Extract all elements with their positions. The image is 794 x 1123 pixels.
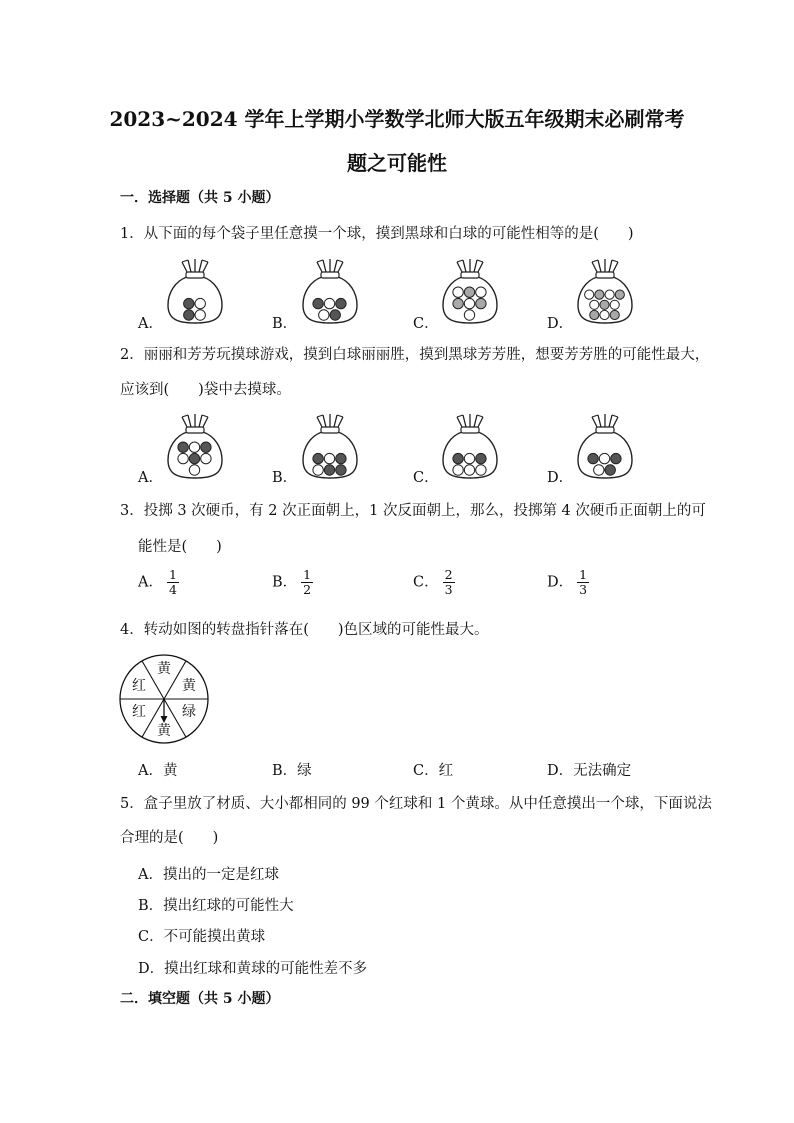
ball bbox=[189, 465, 199, 475]
fraction: $\frac{1}{2}$ bbox=[303, 567, 312, 597]
ball-bag-icon bbox=[165, 259, 225, 327]
ball bbox=[610, 300, 619, 309]
ball bbox=[594, 465, 604, 475]
ball bbox=[324, 453, 334, 463]
ball bbox=[195, 310, 205, 320]
spinner-sector-upper-left: 红 bbox=[132, 678, 146, 694]
fraction: $\frac{2}{3}$ bbox=[444, 567, 453, 597]
spinner-sector-bottom: 黄 bbox=[157, 723, 171, 739]
ball bbox=[464, 310, 474, 320]
q2-option-c[interactable]: C． bbox=[413, 470, 439, 486]
ball bbox=[585, 290, 594, 299]
question-4-option-d[interactable]: D．无法确定 bbox=[547, 763, 632, 779]
ball bbox=[313, 298, 323, 308]
q1-option-b[interactable]: B． bbox=[272, 316, 298, 332]
ball bbox=[178, 442, 188, 452]
question-2-line1: 2．丽丽和芳芳玩摸球游戏，摸到白球丽丽胜，摸到黑球芳芳胜，想要芳芳胜的可能性最大， bbox=[120, 347, 710, 363]
question-5-option-d[interactable]: D．摸出红球和黄球的可能性差不多 bbox=[138, 961, 368, 977]
question-5-option-b[interactable]: B．摸出红球的可能性大 bbox=[138, 898, 294, 914]
spinner-sector-upper-right: 黄 bbox=[182, 678, 196, 694]
question-3-option-a[interactable]: A． $\frac{1}{4}$ bbox=[138, 567, 177, 597]
ball bbox=[336, 453, 346, 463]
ball bbox=[464, 465, 474, 475]
ball-bag-icon bbox=[440, 259, 500, 327]
question-3-line1: 3．投掷 3 次硬币，有 2 次正面朝上，1 次反面朝上，那么，投掷第 4 次硬币正面朝上的可 bbox=[120, 503, 706, 519]
ball bbox=[476, 287, 486, 297]
ball bbox=[201, 442, 211, 452]
ball bbox=[336, 465, 346, 475]
section-fill-heading: 二．填空题（共 5 小题） bbox=[120, 991, 280, 1007]
ball bbox=[336, 298, 346, 308]
ball-bag-icon bbox=[575, 414, 635, 482]
ball-bag-icon bbox=[575, 259, 635, 327]
question-3-option-c[interactable]: C． $\frac{2}{3}$ bbox=[413, 567, 453, 597]
spinner-sector-top: 黄 bbox=[157, 661, 171, 677]
ball bbox=[189, 442, 199, 452]
section-choice-heading: 一．选择题（共 5 小题） bbox=[120, 190, 280, 206]
ball bbox=[464, 298, 474, 308]
ball bbox=[453, 298, 463, 308]
question-3-option-d[interactable]: D． $\frac{1}{3}$ bbox=[547, 567, 588, 597]
question-5-option-c[interactable]: C．不可能摸出黄球 bbox=[138, 929, 266, 945]
page-title-line1: 2023~2024 学年上学期小学数学北师大版五年级期末必刷常考 bbox=[109, 107, 685, 131]
ball-bag-icon bbox=[300, 414, 360, 482]
ball bbox=[590, 310, 599, 319]
ball bbox=[611, 453, 621, 463]
q2-option-b[interactable]: B． bbox=[272, 470, 298, 486]
spinner-wheel bbox=[118, 653, 210, 745]
ball bbox=[588, 453, 598, 463]
ball bbox=[453, 465, 463, 475]
ball bbox=[330, 310, 340, 320]
ball bbox=[201, 453, 211, 463]
ball bbox=[464, 453, 474, 463]
spinner-sector-lower-right: 绿 bbox=[182, 704, 196, 720]
question-4-option-b[interactable]: B．绿 bbox=[272, 763, 312, 779]
question-5-option-a[interactable]: A．摸出的一定是红球 bbox=[138, 867, 279, 883]
question-1-text: 1．从下面的每个袋子里任意摸一个球，摸到黑球和白球的可能性相等的是( ) bbox=[120, 226, 634, 242]
ball bbox=[464, 287, 474, 297]
ball bbox=[184, 298, 194, 308]
ball bbox=[605, 290, 614, 299]
ball-bag-icon bbox=[440, 414, 500, 482]
page-title-line2: 题之可能性 bbox=[347, 151, 447, 175]
ball bbox=[476, 453, 486, 463]
ball bbox=[599, 453, 609, 463]
ball bbox=[189, 453, 199, 463]
ball bbox=[319, 310, 329, 320]
ball bbox=[610, 310, 619, 319]
ball-bag-icon bbox=[300, 259, 360, 327]
question-5-line2: 合理的是( ) bbox=[120, 830, 219, 846]
question-5-line1: 5．盒子里放了材质、大小都相同的 99 个红球和 1 个黄球。从中任意摸出一个球，下面说法 bbox=[120, 796, 712, 812]
ball bbox=[590, 300, 599, 309]
fraction: $\frac{1}{4}$ bbox=[168, 567, 177, 597]
ball bbox=[476, 298, 486, 308]
ball bbox=[313, 453, 323, 463]
ball bbox=[184, 310, 194, 320]
ball bbox=[605, 465, 615, 475]
ball bbox=[600, 310, 609, 319]
ball-bag-icon bbox=[165, 414, 225, 482]
question-2-line2: 应该到( )袋中去摸球。 bbox=[120, 382, 291, 398]
ball bbox=[453, 453, 463, 463]
ball bbox=[313, 465, 323, 475]
ball bbox=[595, 290, 604, 299]
ball bbox=[476, 465, 486, 475]
question-4-text: 4．转动如图的转盘指针落在( )色区域的可能性最大。 bbox=[120, 622, 489, 638]
q2-option-d[interactable]: D． bbox=[547, 470, 574, 486]
ball bbox=[324, 298, 334, 308]
fraction: $\frac{1}{3}$ bbox=[579, 567, 588, 597]
question-4-option-c[interactable]: C．红 bbox=[413, 763, 454, 779]
q1-option-d[interactable]: D． bbox=[547, 316, 574, 332]
ball bbox=[324, 465, 334, 475]
q1-option-c[interactable]: C． bbox=[413, 316, 439, 332]
question-3-option-b[interactable]: B． $\frac{1}{2}$ bbox=[272, 567, 312, 597]
question-4-option-a[interactable]: A．黄 bbox=[138, 763, 178, 779]
ball bbox=[178, 453, 188, 463]
ball bbox=[453, 287, 463, 297]
ball bbox=[615, 290, 624, 299]
ball bbox=[600, 300, 609, 309]
q2-option-a[interactable]: A． bbox=[138, 470, 163, 486]
ball bbox=[195, 298, 205, 308]
question-3-line2: 能性是( ) bbox=[138, 539, 222, 555]
q1-option-a[interactable]: A． bbox=[138, 316, 163, 332]
spinner-sector-lower-left: 红 bbox=[132, 704, 146, 720]
